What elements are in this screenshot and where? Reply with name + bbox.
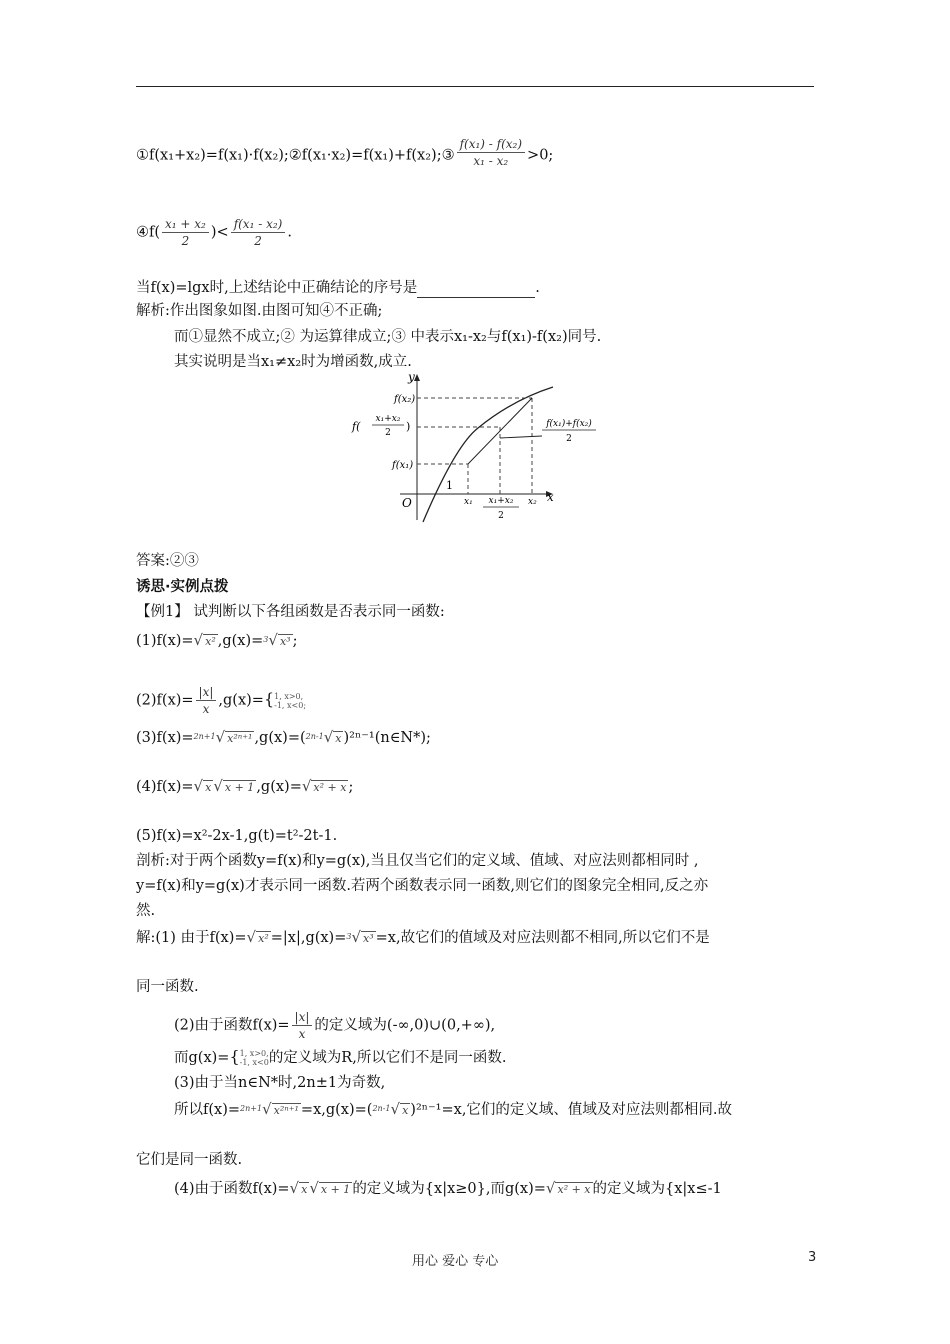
root-index: 3 [263,635,269,644]
solution-4-c: 的定义域为{x|x≤-1 [592,1181,722,1197]
radicand: x [205,781,212,794]
solution-3: (3)由于当n∈N*时,2n±1为奇数, [174,1075,386,1091]
xmid-denominator: 2 [498,511,504,521]
answer-line: 答案:②③ [136,553,199,569]
radicand: x + 1 [320,1183,351,1196]
odd-root-2: $^{2n-1}$√ x [372,1100,409,1118]
one-label: 1 [446,479,453,492]
item-3-g: ,g(x)=( [254,730,306,746]
avg-denominator: 2 [566,434,572,444]
solution-2-b: 的定义域为(-∞,0)∪(0,+∞), [314,1017,496,1034]
section-title: 诱思·实例点拨 [136,579,229,595]
fraction-denominator: 2 [181,234,190,248]
analysis-line-3: 其实说明是当x₁≠x₂时为增函数,成立. [174,354,412,370]
radicand: x³ [279,635,291,648]
radicand: x²ⁿ⁺¹ [273,1104,299,1117]
piece-1: 1, x>0, [274,691,304,701]
solution-1-d: 同一函数. [136,979,199,995]
x-label: x [547,490,554,504]
root-index: 2n-1 [372,1104,391,1113]
sqrt-x-plus-1: √ x + 1 [309,1179,351,1197]
page-number: 3 [808,1250,817,1265]
xmid-numerator: x₁+x₂ [488,496,514,506]
item-1 [136,630,297,652]
solution-1-a: 解:(1) 由于f(x)= [136,930,247,946]
cube-root-x3: $^3$√ x³ [346,928,374,946]
fx1-label: f(x₁) [392,460,414,471]
solution-2-g-a: 而g(x)= [174,1050,230,1066]
radicand: x³ [363,932,374,945]
piecewise [240,1049,269,1067]
item-3-f: (3)f(x)= [136,730,194,746]
analysis-p3: 然. [136,903,156,919]
radicand: x² + x [313,781,347,794]
difference-quotient [457,136,525,169]
solution-1 [136,927,710,949]
item-4-end: ; [348,779,354,795]
sqrt-x-plus-1: √ x + 1 [213,777,255,795]
radical-x2: √ x² [193,631,216,649]
fraction-numerator: |x| [292,1009,313,1026]
root-index: 2n-1 [305,732,324,741]
root-index: 2n+1 [193,732,216,741]
half-difference-fraction [231,216,286,249]
item-2: (2)f(x)= $\frac{|x|}{x}$ ,g(x)={ 1, x>0, -1, x<0; [136,685,307,716]
log-function-figure [350,372,610,527]
odd-root-1: $^{2n+1}$√ x²ⁿ⁺¹ [240,1100,299,1118]
abs-x-over-x [292,1009,313,1042]
fx2-label: f(x₂) [394,394,416,405]
solution-3-b-a: 所以f(x)= [174,1102,241,1118]
pointer-line [500,436,542,438]
item-2-f: (2)f(x)= [136,692,194,709]
midpoint-fraction [162,216,209,249]
property-4-text: ④f( [136,224,161,241]
property-list-line-1 [136,137,554,169]
solution-3-b [174,1099,732,1121]
fraction-denominator: x [298,1027,306,1041]
item-5: (5)f(x)=x²-2x-1,g(t)=t²-2t-1. [136,828,338,844]
solution-2-g-b: 的定义域为R,所以它们不是同一函数. [268,1050,507,1066]
odd-root-1: $^{2n+1}$√ x²ⁿ⁺¹ [193,728,253,746]
fraction-numerator: f(x₁ - x₂) [231,216,286,233]
header-rule [136,86,814,87]
solution-2-g: 而g(x)={ 1, x>0, -1, x<0 的定义域为R,所以它们不是同一函数. [174,1047,507,1067]
item-4-f: (4)f(x)= [136,779,194,795]
solution-3-b-c: )²ⁿ⁻¹=x,它们的定义域、值域及对应法则都相同.故 [410,1102,733,1118]
item-1-end: ; [292,633,298,649]
analysis-line-2: 而①显然不成立;② 为运算律成立;③ 中表示x₁-x₂与f(x₁)-f(x₂)同号. [174,329,602,345]
sqrt-x: √ x [193,777,212,795]
fraction-denominator: 2 [254,234,262,248]
item-3-end: )²ⁿ⁻¹(n∈N*); [343,730,431,746]
item-2-g: ,g(x)= [218,692,264,709]
item-1-f: (1)f(x)= [136,633,194,649]
solution-2-a: (2)由于函数f(x)= [174,1017,290,1034]
solution-4 [174,1178,722,1200]
less-than-text: )< [210,224,229,241]
cube-root-x3: $^3$√ x³ [263,631,291,649]
root-index: 3 [346,932,352,941]
analysis-line-1: 解析:作出图象如图.由图可知④不正确; [136,303,383,319]
x2-label: x₂ [528,497,537,507]
fraction-denominator: x₁ - x₂ [473,154,509,168]
radicand: x² [205,635,216,648]
properties-text: ①f(x₁+x₂)=f(x₁)·f(x₂);②f(x₁·x₂)=f(x₁)+f(x₂);③ [136,147,455,164]
solution-2 [174,1009,495,1042]
item-3 [136,727,431,749]
fraction-numerator: f(x₁) - f(x₂) [457,136,525,153]
chord [468,398,532,464]
item-4-g: ,g(x)= [256,779,302,795]
radicand: x² + x [557,1183,591,1196]
question-line [136,278,540,298]
radicand: x [301,1183,308,1196]
root-index: 2n+1 [240,1104,263,1113]
radicand: x [402,1104,409,1117]
abs-x-over-x [196,684,217,717]
sqrt-x: √ x [289,1179,308,1197]
inequality-text: >0; [527,147,554,164]
y-label: y [408,372,415,384]
item-4 [136,776,353,798]
piecewise [274,692,306,710]
fraction-denominator: x [202,702,210,716]
solution-1-b: =|x|,g(x)= [270,930,347,946]
fmid-numerator: x₁+x₂ [375,414,401,424]
analysis-p1: 剖析:对于两个函数y=f(x)和y=g(x),当且仅当它们的定义域、值域、对应法则都相同时 , [136,853,699,869]
example-1-heading: 【例1】 试判断以下各组函数是否表示同一函数: [136,604,445,620]
question-text: 当f(x)=lgx时,上述结论中正确结论的序号是 [136,280,418,296]
fraction-numerator: x₁ + x₂ [162,216,209,233]
radicand: x²ⁿ⁺¹ [227,732,253,745]
origin-label: O [402,496,412,510]
solution-3-c: 它们是同一函数. [136,1152,243,1168]
property-list-line-2 [136,216,292,249]
footer-text: 用心 爱心 专心 [412,1254,499,1269]
radicand: x + 1 [224,781,255,794]
sqrt-x2-plus-x: √ x² + x [301,777,347,795]
x1-label: x₁ [464,497,473,507]
solution-3-b-b: =x,g(x)=( [300,1102,373,1118]
piece-2: -1, x<0 [239,1058,269,1067]
avg-numerator: f(x₁)+f(x₂) [546,419,592,429]
radicand: x [335,732,342,745]
solution-4-b: 的定义域为{x|x≥0},而g(x)= [352,1181,546,1197]
fraction-numerator: |x| [196,684,217,701]
sqrt-x2-plus-x: √ x² + x [545,1179,591,1197]
fmid-right-label: ) [406,420,411,433]
radicand: x² [258,932,269,945]
piece-1: 1, x>0, [239,1049,269,1058]
item-1-g: ,g(x)= [217,633,264,649]
solution-4-a: (4)由于函数f(x)= [174,1181,290,1197]
solution-1-c: =x,故它们的值域及对应法则都不相同,所以它们不是 [375,930,710,946]
answer-blank [417,283,535,298]
fmid-left-label: f( [352,420,361,433]
period-text: . [287,224,292,241]
analysis-p2: y=f(x)和y=g(x)才表示同一函数.若两个函数表示同一函数,则它们的图象完全相同,反之亦 [136,878,709,894]
piece-2: -1, x<0; [274,700,307,710]
radical-x2: √ x² [246,928,269,946]
fmid-denominator: 2 [385,428,391,438]
y-axis-arrow-icon [414,374,420,381]
odd-root-2: $^{2n-1}$√ x [305,728,342,746]
question-period: . [535,280,540,296]
